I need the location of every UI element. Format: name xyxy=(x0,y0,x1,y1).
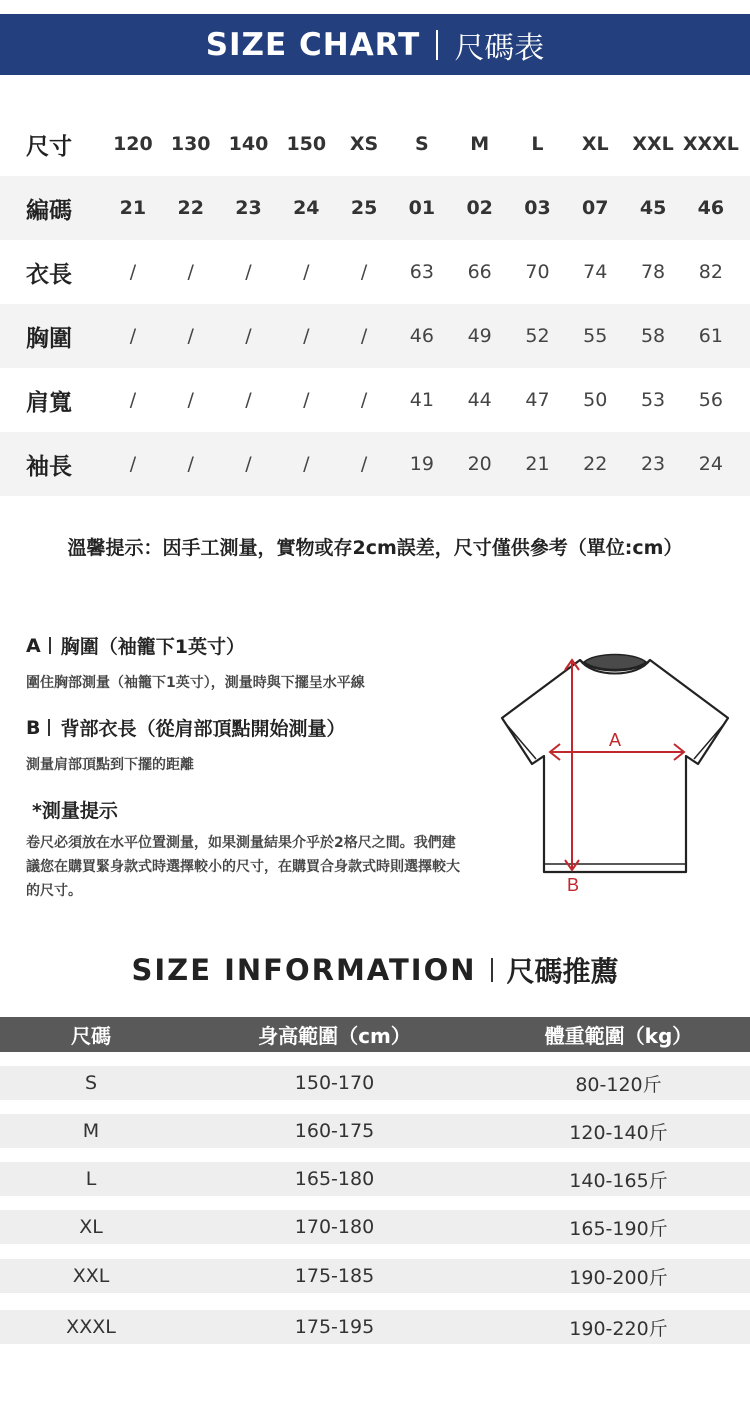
recommendation-row xyxy=(0,1259,750,1293)
row-label: 尺寸 xyxy=(26,133,72,160)
row-height: 175-185 xyxy=(294,1265,375,1287)
table-cell: 130 xyxy=(170,133,211,155)
size-table-header xyxy=(0,112,750,176)
table-cell: 22 xyxy=(177,197,204,219)
size-table-row xyxy=(0,368,750,432)
table-cell: S xyxy=(415,133,429,155)
table-cell: / xyxy=(303,389,310,411)
row-height: 170-180 xyxy=(294,1216,375,1238)
size-information-title xyxy=(0,950,750,990)
measure-note-desc: 卷尺必須放在水平位置測量，如果測量結果介乎於2格尺之間。我們建議您在購買緊身款式時選擇較小的尺寸，在購買合身款式時則選擇較大的尺寸。 xyxy=(26,835,460,899)
table-cell: 56 xyxy=(698,389,723,411)
table-cell: 49 xyxy=(467,325,492,347)
table-cell: 02 xyxy=(466,197,493,219)
table-cell: 23 xyxy=(235,197,262,219)
recommendation-row xyxy=(0,1114,750,1148)
size-table-row xyxy=(0,304,750,368)
recommendation-row xyxy=(0,1066,750,1100)
table-cell: 150 xyxy=(286,133,327,155)
table-cell: 01 xyxy=(408,197,436,219)
divider xyxy=(491,958,493,982)
row-label: 衣長 xyxy=(26,261,72,288)
table-cell: 82 xyxy=(698,261,723,283)
recommendation-row xyxy=(0,1310,750,1344)
row-label: 袖長 xyxy=(26,453,72,480)
table-cell: / xyxy=(129,453,137,475)
measure-b-letter: B xyxy=(26,716,41,739)
row-height: 160-175 xyxy=(294,1120,375,1142)
table-cell: 21 xyxy=(525,453,550,475)
banner-title-en: SIZE CHART xyxy=(205,26,421,63)
measure-note-title: *測量提示 xyxy=(32,800,118,822)
table-cell: XXL xyxy=(632,133,674,155)
row-weight: 140-165斤 xyxy=(569,1169,668,1192)
table-cell: 50 xyxy=(583,389,608,411)
table-cell: / xyxy=(360,325,368,347)
recommendation-row xyxy=(0,1162,750,1196)
table-cell: 45 xyxy=(639,197,667,219)
recommendation-row xyxy=(0,1210,750,1244)
table-cell: 46 xyxy=(409,325,434,347)
size-table-row xyxy=(0,432,750,496)
recommendation-header xyxy=(0,1017,750,1052)
row-height: 175-195 xyxy=(294,1316,375,1338)
table-cell: / xyxy=(360,389,368,411)
table-cell: 66 xyxy=(467,261,492,283)
table-cell: 70 xyxy=(525,261,550,283)
table-cell: 07 xyxy=(582,197,609,219)
size-table-row xyxy=(0,176,750,240)
row-size: XXL xyxy=(72,1265,110,1287)
table-cell: / xyxy=(245,261,252,283)
table-cell: 41 xyxy=(409,389,434,411)
size-chart-banner xyxy=(0,14,750,75)
diagram-label-b: B xyxy=(566,875,580,895)
table-cell: 78 xyxy=(640,261,666,283)
table-cell: / xyxy=(303,453,310,475)
table-cell: 20 xyxy=(467,453,492,475)
table-cell: 74 xyxy=(583,261,608,283)
row-label: 肩寬 xyxy=(26,389,72,416)
table-cell: 120 xyxy=(113,133,153,155)
tshirt-collar-inner xyxy=(584,655,646,670)
table-cell: / xyxy=(129,325,137,347)
row-label: 編碼 xyxy=(26,197,72,224)
table-cell: 24 xyxy=(293,197,320,219)
measure-b-desc: 測量肩部頂點到下擺的距離 xyxy=(26,757,194,773)
table-cell: XL xyxy=(581,133,609,155)
row-size: XL xyxy=(79,1216,103,1238)
table-cell: / xyxy=(187,453,194,475)
table-cell: 53 xyxy=(640,389,666,411)
header-weight: 體重範圍（kg） xyxy=(544,1024,693,1048)
table-cell: 52 xyxy=(525,325,550,347)
tshirt-diagram xyxy=(488,638,738,900)
row-size: XXXL xyxy=(66,1316,116,1338)
row-height: 150-170 xyxy=(294,1072,375,1094)
table-cell: 140 xyxy=(228,133,269,155)
measure-b-title: 背部衣長（從肩部頂點開始測量） xyxy=(60,718,346,740)
table-cell: 21 xyxy=(119,197,147,219)
table-cell: M xyxy=(470,133,490,155)
table-cell: XS xyxy=(349,133,379,155)
row-height: 165-180 xyxy=(294,1168,375,1190)
row-label: 胸圍 xyxy=(26,325,72,352)
measure-a-letter: A xyxy=(26,634,41,657)
info-title-zh: 尺碼推薦 xyxy=(506,955,619,988)
table-cell: 63 xyxy=(409,261,434,283)
divider xyxy=(49,637,51,654)
diagram-label-a: A xyxy=(608,730,622,750)
row-weight: 190-220斤 xyxy=(569,1317,668,1340)
measure-a-title: 胸圍（袖籠下1英寸） xyxy=(60,636,245,658)
header-size: 尺碼 xyxy=(71,1024,111,1048)
table-cell: 55 xyxy=(583,325,608,347)
measure-a-block xyxy=(26,632,476,695)
measure-note-block xyxy=(26,796,466,903)
table-cell: 46 xyxy=(697,197,725,219)
table-cell: 44 xyxy=(467,389,492,411)
table-cell: / xyxy=(360,261,368,283)
table-cell: 25 xyxy=(350,197,378,219)
table-cell: / xyxy=(245,325,252,347)
table-cell: / xyxy=(187,389,194,411)
table-cell: / xyxy=(245,389,252,411)
table-cell: XXXL xyxy=(682,133,739,155)
table-cell: / xyxy=(303,261,310,283)
row-weight: 165-190斤 xyxy=(569,1217,668,1240)
table-cell: 24 xyxy=(698,453,723,475)
table-cell: 61 xyxy=(698,325,723,347)
measurement-tip: 溫馨提示：因手工測量，實物或存2cm誤差，尺寸僅供參考（單位:cm） xyxy=(67,537,683,559)
banner-divider xyxy=(436,30,438,60)
table-cell: 19 xyxy=(409,453,434,475)
tshirt-outline xyxy=(502,660,728,872)
table-cell: / xyxy=(360,453,368,475)
row-size: L xyxy=(85,1168,97,1190)
table-cell: 03 xyxy=(524,197,551,219)
header-height: 身高範圍（cm） xyxy=(258,1024,411,1048)
table-cell: / xyxy=(245,453,252,475)
table-cell: 58 xyxy=(640,325,666,347)
divider xyxy=(48,719,50,736)
table-cell: / xyxy=(129,261,137,283)
size-table xyxy=(0,112,750,496)
size-table-row xyxy=(0,240,750,304)
info-title-en: SIZE INFORMATION xyxy=(131,953,477,987)
row-size: M xyxy=(82,1120,100,1142)
table-cell: / xyxy=(187,325,194,347)
banner-title-zh: 尺碼表 xyxy=(454,30,545,66)
table-cell: 23 xyxy=(640,453,666,475)
table-cell: 47 xyxy=(525,389,550,411)
measure-a-desc: 圍住胸部測量（袖籠下1英寸），測量時與下擺呈水平線 xyxy=(26,675,365,691)
measure-b-block xyxy=(26,714,476,777)
table-cell: L xyxy=(531,133,544,155)
row-size: S xyxy=(84,1072,98,1094)
table-cell: 22 xyxy=(583,453,608,475)
row-weight: 120-140斤 xyxy=(569,1121,668,1144)
table-cell: / xyxy=(129,389,137,411)
row-weight: 80-120斤 xyxy=(575,1073,662,1096)
row-weight: 190-200斤 xyxy=(569,1266,668,1289)
table-cell: / xyxy=(303,325,310,347)
table-cell: / xyxy=(187,261,194,283)
